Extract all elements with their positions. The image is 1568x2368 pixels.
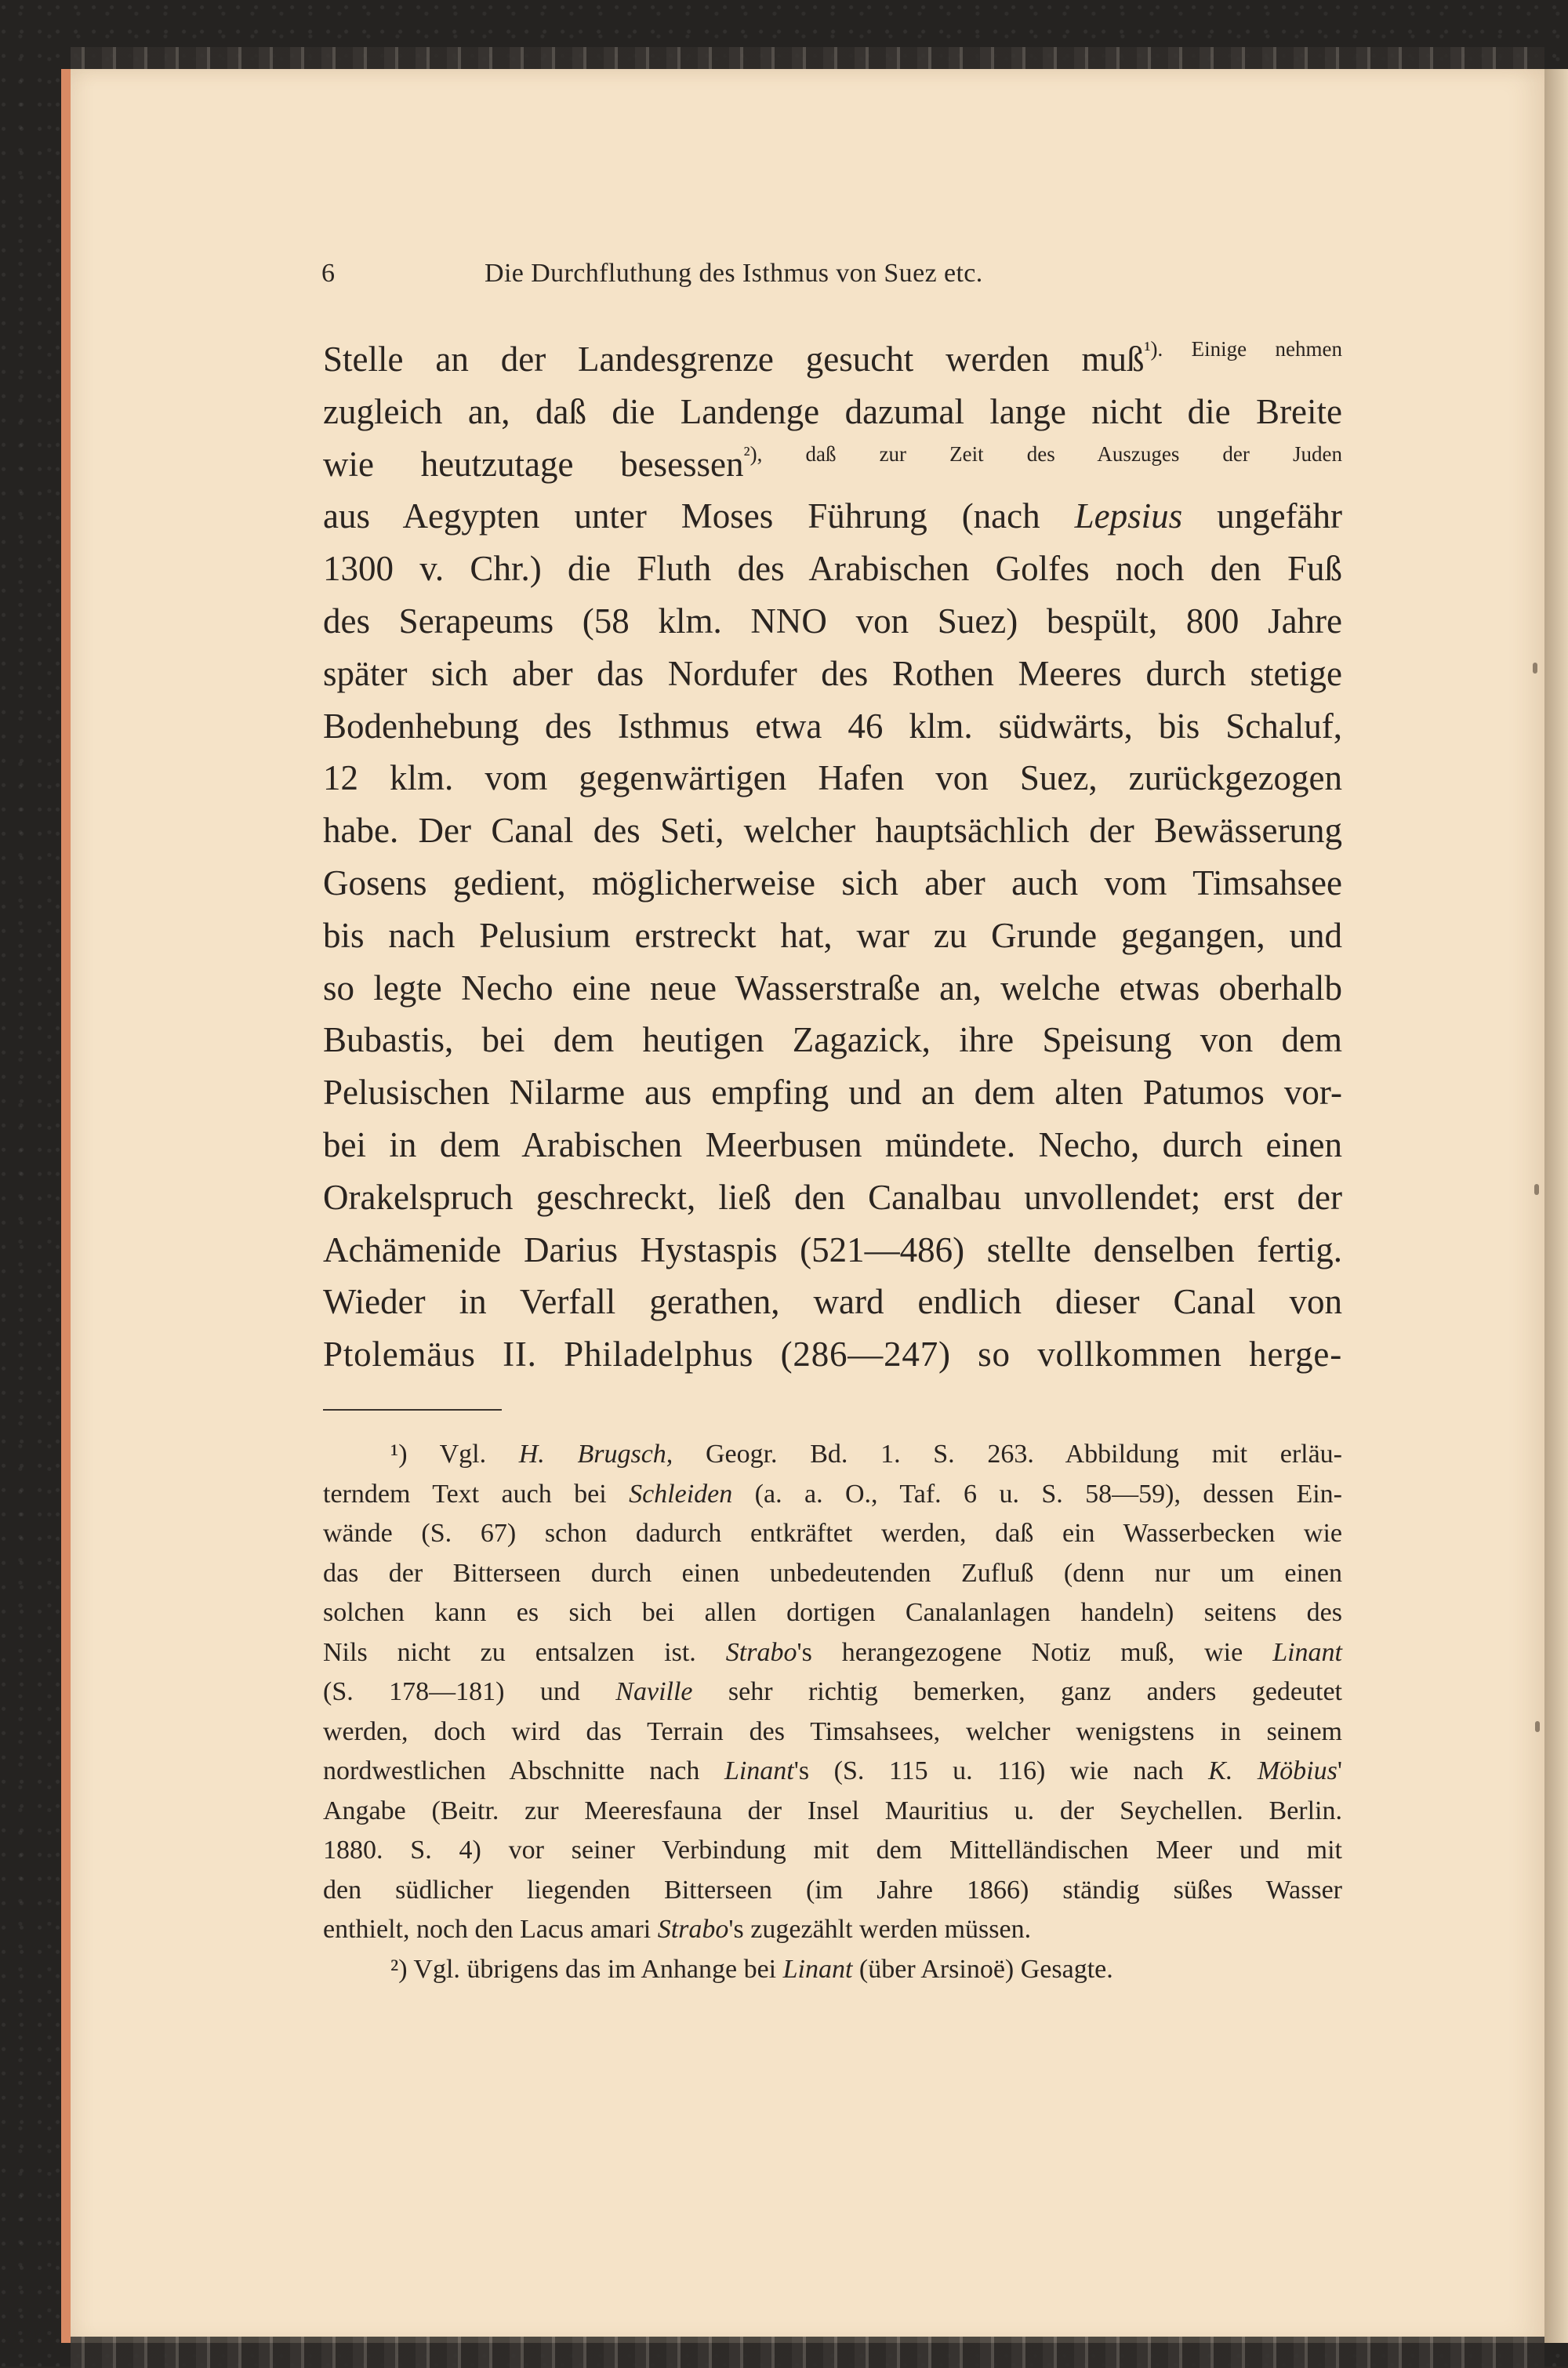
text-line: 12 klm. vom gegenwärtigen Hafen von Suez, zurückgezogen: [323, 758, 1342, 798]
body-text: [323, 333, 1342, 1381]
footnote-1-line: nordwestlichen Abschnitte nach Linant's (S. 115 u. 116) wie nach K. Möbius': [323, 1756, 1342, 1785]
text-line: bis nach Pelusium erstreckt hat, war zu Grunde gegangen, und: [323, 915, 1342, 955]
text-line: Orakelspruch geschreckt, ließ den Canalbau unvollendet; erst der: [323, 1177, 1342, 1217]
text-line: Bubastis, bei dem heutigen Zagazick, ihre Speisung von dem: [323, 1020, 1342, 1060]
scan-edge-bottom: [71, 2337, 1544, 2368]
text-line: Ptolemäus II. Philadelphus (286—247) so vollkommen herge-: [323, 1335, 1342, 1375]
text-line: Bodenhebung des Isthmus etwa 46 klm. südwärts, bis Schaluf,: [323, 706, 1342, 746]
text-line: später sich aber das Nordufer des Rothen Meeres durch stetige: [323, 653, 1342, 693]
footnote-2-line: ²) Vgl. übrigens das im Anhange bei Linant (über Arsinoë) Gesagte.: [390, 1954, 1113, 1984]
text-line: Stelle an der Landesgrenze gesucht werden muß$^{^1). Einige nehmen}$: [323, 337, 1342, 379]
footnote-1-line: enthielt, noch den Lacus amari Strabo's zugezählt werden müssen.: [323, 1915, 1032, 1944]
page-number: 6: [321, 259, 335, 288]
running-header: [321, 259, 1341, 306]
text-line: Pelusischen Nilarme aus empfing und an dem alten Patumos vor-: [323, 1073, 1342, 1113]
footnote-1-line: 1880. S. 4) vor seiner Verbindung mit dem Mittelländischen Meer und mit: [323, 1836, 1342, 1865]
text-line: 1300 v. Chr.) die Fluth des Arabischen Golfes noch den Fuß: [323, 549, 1342, 589]
footnote-1-line: wände (S. 67) schon dadurch entkräftet werden, daß ein Wasserbecken wie: [323, 1519, 1342, 1548]
text-line: aus Aegypten unter Moses Führung (nach Lepsius ungefähr: [323, 496, 1342, 536]
text-line: Gosens gedient, möglicherweise sich aber auch vom Timsahsee: [323, 863, 1342, 903]
footnote-1-line: terndem Text auch bei Schleiden (a. a. O., Taf. 6 u. S. 58—59), dessen Ein-: [323, 1479, 1342, 1509]
footnote-1-line: solchen kann es sich bei allen dortigen Canalanlagen handeln) seitens des: [323, 1598, 1342, 1627]
footnote-1-line: werden, doch wird das Terrain des Timsahsees, welcher wenigstens in seinem: [323, 1716, 1342, 1746]
text-line: zugleich an, daß die Landenge dazumal lange nicht die Breite: [323, 391, 1342, 431]
footnote-1-line: ¹) Vgl. H. Brugsch, Geogr. Bd. 1. S. 263. Abbildung mit erläu-: [390, 1440, 1342, 1469]
text-line: habe. Der Canal des Seti, welcher hauptsächlich der Bewässerung: [323, 811, 1342, 851]
running-title: Die Durchfluthung des Isthmus von Suez etc.: [485, 259, 983, 288]
footnote-1-line: Angabe (Beitr. zur Meeresfauna der Insel Mauritius u. der Seychellen. Berlin.: [323, 1796, 1342, 1825]
footnotes: [323, 1435, 1342, 1989]
footnote-1-line: das der Bitterseen durch einen unbedeutenden Zufluß (denn nur um einen: [323, 1558, 1342, 1588]
text-line: Achämenide Darius Hystaspis (521—486) stellte denselben fertig.: [323, 1229, 1342, 1269]
next-page-edge: [1544, 69, 1568, 2343]
footnote-rule: [323, 1409, 502, 1411]
margin-mark: [1534, 1184, 1539, 1195]
footnote-1-line: Nils nicht zu entsalzen ist. Strabo's herangezogene Notiz muß, wie Linant: [323, 1637, 1342, 1667]
margin-mark: [1533, 663, 1537, 674]
text-line: bei in dem Arabischen Meerbusen mündete. Necho, durch einen: [323, 1124, 1342, 1164]
margin-mark: [1535, 1721, 1540, 1732]
text-line: wie heutzutage besessen$^{^2), daß zur Zeit des Auszuges der Juden}$: [323, 441, 1342, 484]
text-line: des Serapeums (58 klm. NNO von Suez) bespült, 800 Jahre: [323, 601, 1342, 641]
footnote-1-line: den südlicher liegenden Bitterseen (im Jahre 1866) ständig süßes Wasser: [323, 1875, 1342, 1905]
footnote-1-line: (S. 178—181) und Naville sehr richtig bemerken, ganz anders gedeutet: [323, 1677, 1342, 1706]
text-line: Wieder in Verfall gerathen, ward endlich dieser Canal von: [323, 1282, 1342, 1322]
text-line: so legte Necho eine neue Wasserstraße an, welche etwas oberhalb: [323, 968, 1342, 1008]
